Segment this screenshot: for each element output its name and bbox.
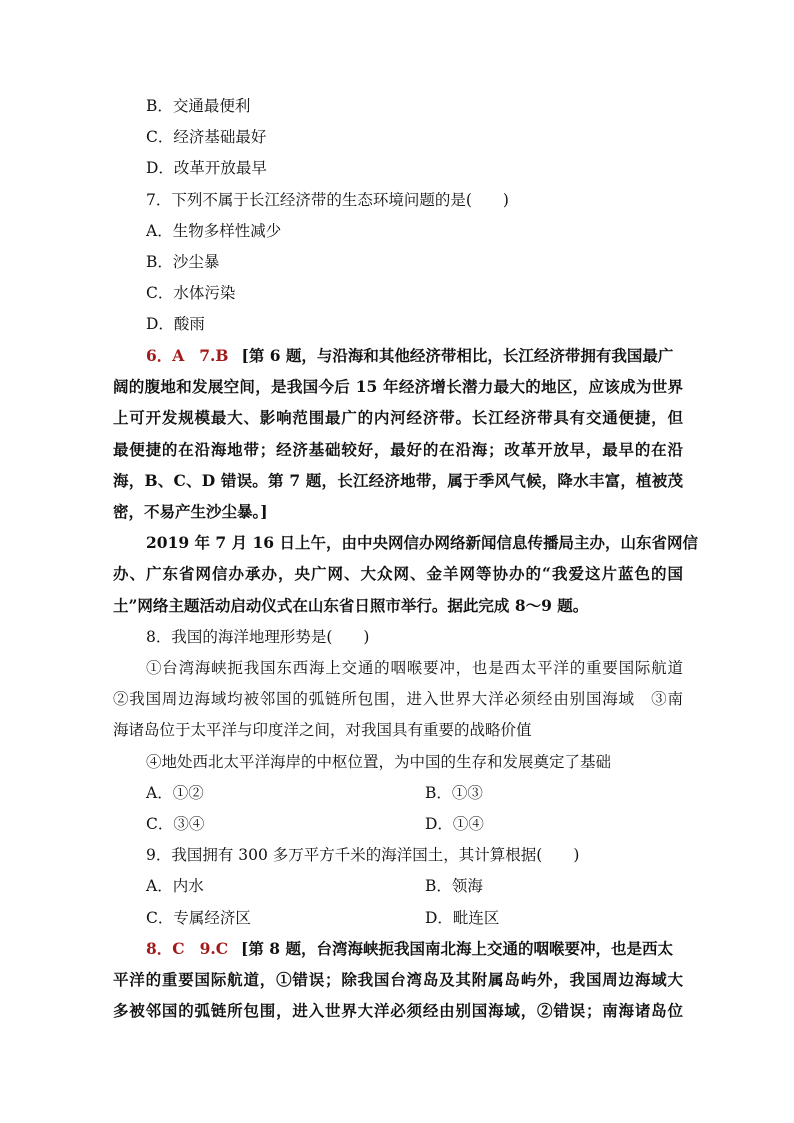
q7-option-c: C．水体污染 (146, 284, 236, 302)
q9-option-a: A．内水 (146, 877, 204, 895)
q8-stem: 8．我国的海洋地理形势是( ) (146, 628, 370, 646)
q7-option-b: B．沙尘暴 (146, 253, 220, 271)
q9-option-c: C．专属经济区 (146, 909, 251, 927)
q8-statement-1: ①台湾海峡扼我国东西海上交通的咽喉要冲，也是西太平洋的重要国际航道 (146, 659, 683, 677)
q7-option-a: A．生物多样性减少 (146, 222, 282, 240)
q8-option-d: D．①④ (425, 815, 484, 833)
q8-statement-3-cont: 海诸岛位于太平洋与印度洋之间，对我国具有重要的战略价值 (113, 721, 532, 739)
answer-6-7-line: 海，B、C、D 错误。第 7 题，长江经济地带，属于季风气候，降水丰富，植被茂 (113, 471, 683, 490)
answer-6-7-line: 最便捷的在沿海地带；经济基础较好，最好的在沿海；改革开放早，最早的在沿 (113, 440, 683, 459)
q7-stem: 7．下列不属于长江经济带的生态环境问题的是( ) (146, 191, 509, 209)
answer-6-7-first-line (146, 346, 673, 366)
answer-key-6: 6．A (146, 346, 185, 365)
q8-option-c: C．③④ (146, 815, 205, 833)
q6-option-c: C．经济基础最好 (146, 128, 267, 146)
answer-key-8: 8．C (146, 939, 185, 958)
passage-line: 土”网络主题活动启动仪式在山东省日照市举行。据此完成 8～9 题。 (113, 596, 589, 615)
answer-6-7-line: 上可开发规模最大、影响范围最广的内河经济带。长江经济带具有交通便捷，但 (113, 408, 683, 427)
answer-key-9: 9.C (199, 939, 229, 958)
passage-line: 2019 年 7 月 16 日上午，由中央网信办网络新闻信息传播局主办，山东省网信 (146, 533, 698, 552)
passage-line: 办、广东省网信办承办，央广网、大众网、金羊网等协办的“我爱这片蓝色的国 (113, 564, 683, 583)
q9-stem: 9．我国拥有 300 多万平方千米的海洋国土，其计算根据( ) (146, 846, 580, 864)
answer-8-9-first-line (146, 939, 673, 959)
answer-6-7-line: 密，不易产生沙尘暴。] (113, 502, 268, 521)
q8-option-a: A．①② (146, 784, 204, 802)
q8-statement-4: ④地处西北太平洋海岸的中枢位置，为中国的生存和发展奠定了基础 (146, 753, 612, 771)
q9-option-b: B．领海 (425, 877, 483, 895)
q6-option-b: B．交通最便利 (146, 97, 251, 115)
q8-option-b: B．①③ (425, 784, 483, 802)
answer-6-7-explanation-start: [第 6 题，与沿海和其他经济带相比，长江经济带拥有我国最广 (241, 346, 674, 365)
q9-option-d: D．毗连区 (425, 909, 500, 927)
answer-6-7-line: 阔的腹地和发展空间，是我国今后 15 年经济增长潜力最大的地区，应该成为世界 (113, 377, 683, 396)
q6-option-d: D．改革开放最早 (146, 159, 267, 177)
answer-key-7: 7.B (199, 346, 229, 365)
q8-statement-2-3: ②我国周边海域均被邻国的弧链所包围，进入世界大洋必须经由别国海域 ③南 (113, 690, 683, 708)
answer-8-9-line: 平洋的重要国际航道，①错误；除我国台湾岛及其附属岛屿外，我国周边海域大 (113, 970, 683, 989)
answer-8-9-explanation-start: [第 8 题，台湾海峡扼我国南北海上交通的咽喉要冲，也是西太 (241, 939, 673, 958)
q7-option-d: D．酸雨 (146, 315, 205, 333)
answer-8-9-line: 多被邻国的弧链所包围，进入世界大洋必须经由别国海域，②错误；南海诸岛位 (113, 1001, 683, 1020)
